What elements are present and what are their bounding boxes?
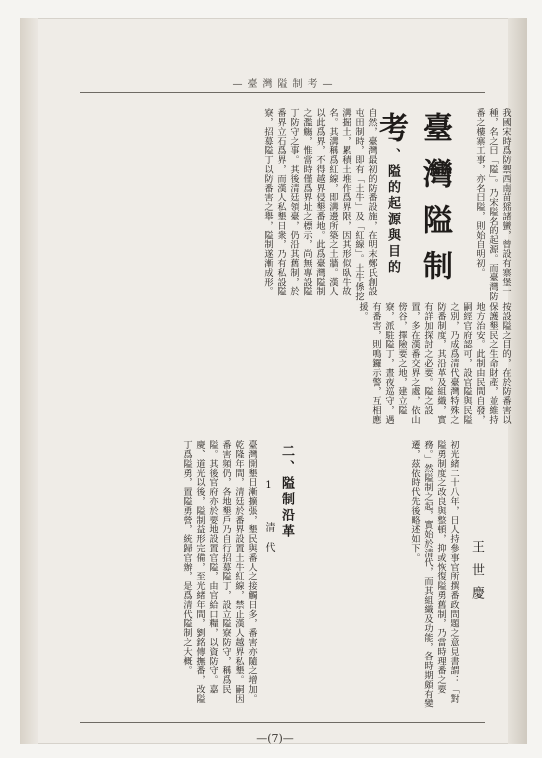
footer-rule	[80, 722, 485, 723]
running-head: —臺灣隘制考—	[232, 79, 338, 90]
header-rule	[80, 92, 485, 93]
page-edge-shadow	[20, 18, 38, 744]
author-name: 王世慶	[469, 540, 484, 609]
intro-paragraph: 我國宋時爲防禦西南苗猺諸蠻，曾設有寨堡一種，名之曰「隘」。乃宋隘名的起源。而臺灣防番之樓寨工事，亦名曰隘，則始自明初。	[474, 108, 511, 301]
lower-right-paragraph: 初光緒二十八年，日人持參事官所撰番政問題之意見書謂：「對隘勇制度之改良與整頓，抑或恢復隘勇舊制，乃當時理番之要務。」然隘制之起，實始於清代，而其組織及功能，各時期頗有變遷，茲依時代先後略述如下。	[409, 440, 459, 708]
page-number: —(7)—	[256, 732, 294, 745]
section-2-subheading: 1 清代	[263, 480, 274, 562]
article-title: 臺灣隘制考	[373, 112, 452, 296]
section-1-paragraph-1: 自然，臺灣最初的防番設施，在明末鄭氏創設屯田制時，即有「土牛」及「紅線」。土牛係挖溝掘土，累積土堆作爲界限，因其形似臥牛故名。其溝稱爲紅線，即溝邊所築之土牆。漢人以此爲界，不得越界侵墾番地。此爲臺灣隘制之濫觴，惟當時僅爲界址之標示，尚無專設隘丁防守之事。其後清廷領臺，仍沿其舊制，於番界立石爲界，而漢人私墾日衆，乃有私設隘寮，招募隘丁以防番害之舉，隘制遂漸成形。	[262, 108, 377, 301]
section-1-heading: 一、隘的起源與目的	[385, 132, 400, 276]
section-1-paragraph-2: 按設隘之目的，在於防番害以保護墾民之生命財產，並維持地方治安。此制由民間自發，嗣經官府認可，設官隘與民隘之別，乃成爲清代臺灣特殊之防番制度，其沿革及組織，實有詳加探討之必要。隘之設置，多在漢番交界之處，依山傍谷，擇險要之地，建立隘寮，派駐隘丁，晝夜巡守，遇有番害，則鳴鑼示警，互相應援。	[357, 302, 511, 425]
section-2-heading: 二、隘制沿革	[279, 444, 294, 540]
section-2-paragraph: 臺灣開墾日漸擴張，墾民與番人之接觸日多，番害亦隨之增加。乾隆年間，清廷於番界設置土牛紅線，禁止漢人越界私墾。嗣因番害頻仍，各地墾戶乃自行招募隘丁，設立隘寮防守，稱爲民隘。其後官府亦於要地設置官隘，由官給口糧，以資防守。嘉慶、道光以後，隘制益形完備，至光緒年間，劉銘傳撫番，改隘丁爲隘勇，置隘勇營，統歸官辦，是爲清代隘制之大概。	[181, 440, 257, 704]
